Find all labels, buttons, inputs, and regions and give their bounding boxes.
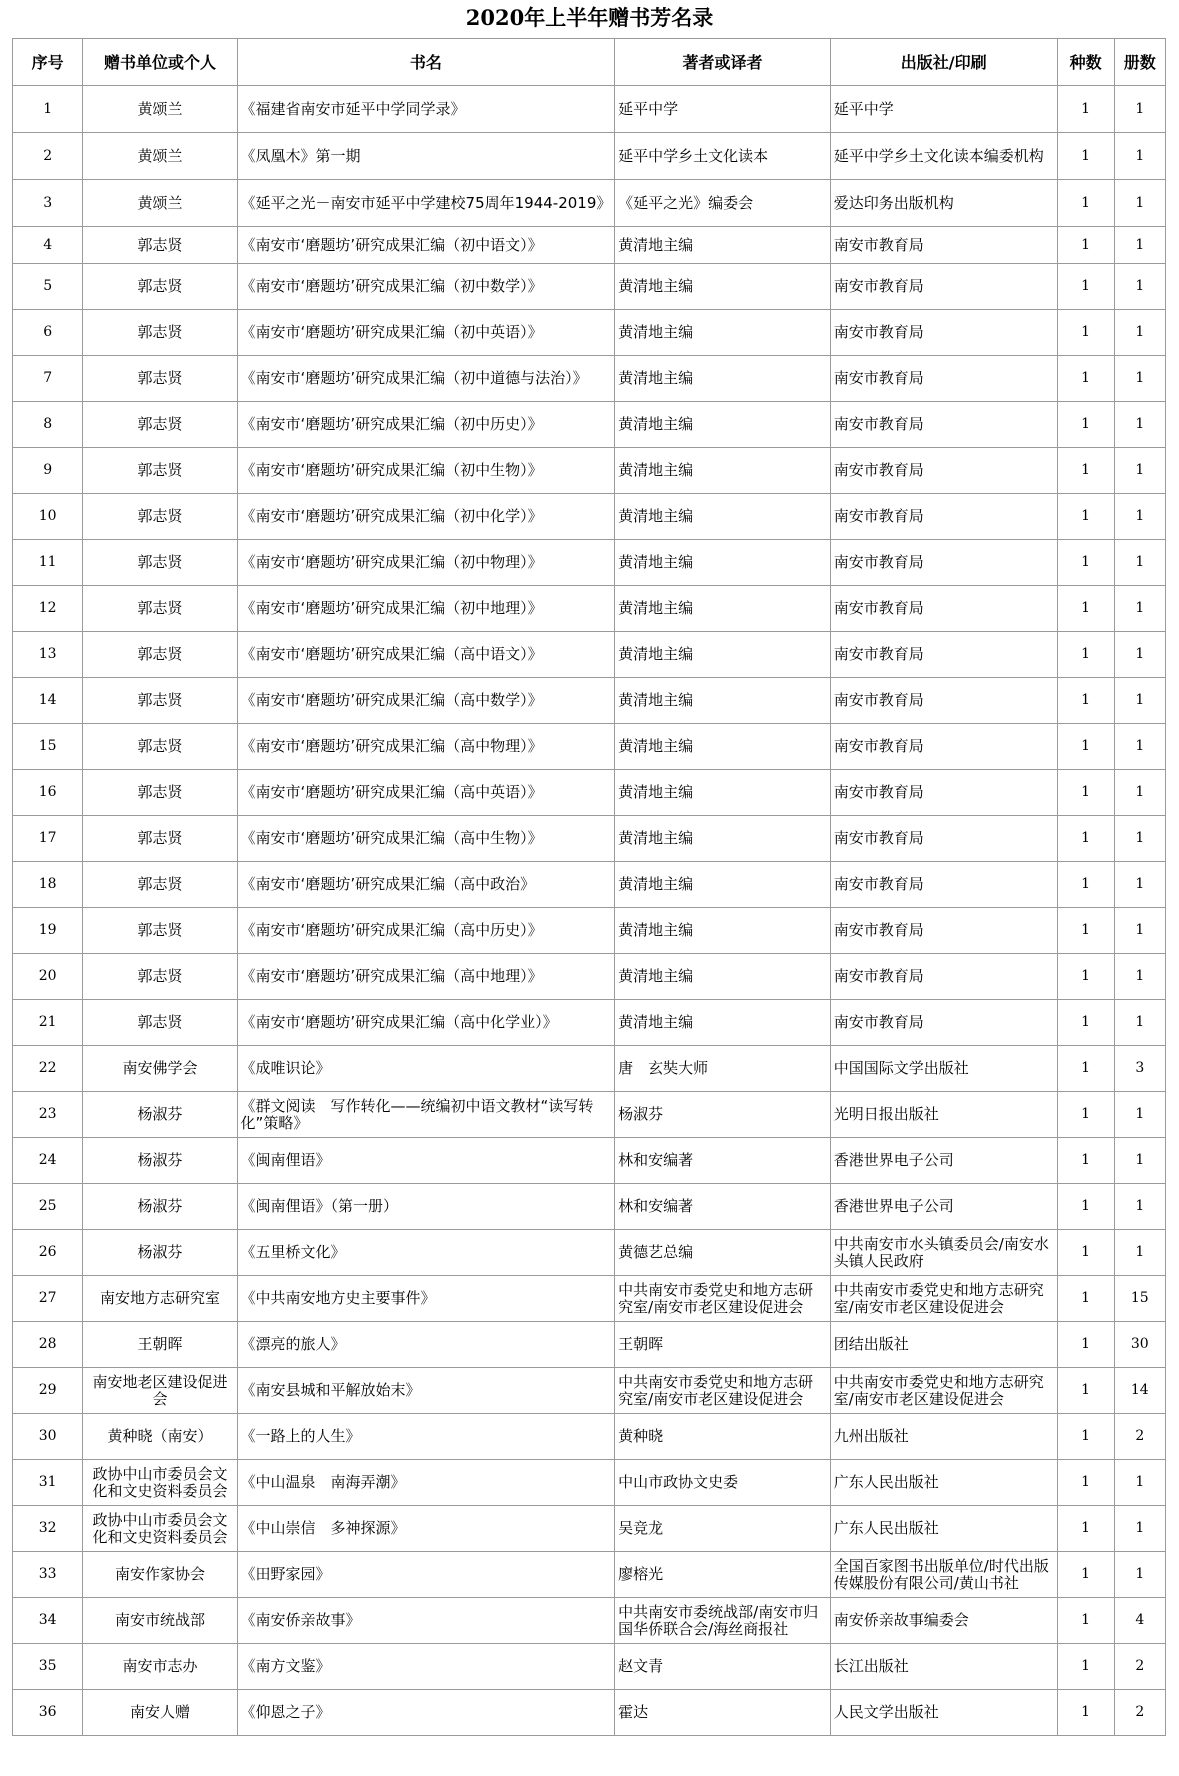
row-publisher: 长江出版社 — [830, 1644, 1057, 1690]
row-volumes: 1 — [1114, 862, 1165, 908]
row-index: 8 — [13, 402, 83, 448]
row-donor: 南安地方志研究室 — [83, 1276, 237, 1322]
row-book-title: 《南安市‘磨题坊’研究成果汇编（高中英语）》 — [237, 770, 615, 816]
row-donor: 黄颂兰 — [83, 180, 237, 227]
row-index: 21 — [13, 1000, 83, 1046]
row-publisher: 南安市教育局 — [830, 770, 1057, 816]
row-kinds: 1 — [1057, 133, 1114, 180]
row-kinds: 1 — [1057, 402, 1114, 448]
row-donor: 政协中山市委员会文化和文史资料委员会 — [83, 1506, 237, 1552]
row-volumes: 30 — [1114, 1322, 1165, 1368]
row-author: 黄清地主编 — [615, 227, 831, 264]
row-author: 吴竞龙 — [615, 1506, 831, 1552]
row-kinds: 1 — [1057, 1184, 1114, 1230]
row-book-title: 《仰恩之子》 — [237, 1690, 615, 1736]
table-row — [13, 1000, 1166, 1046]
row-volumes: 1 — [1114, 1506, 1165, 1552]
row-kinds: 1 — [1057, 540, 1114, 586]
table-row — [13, 1322, 1166, 1368]
row-book-title: 《南安市‘磨题坊’研究成果汇编（初中语文）》 — [237, 227, 615, 264]
row-index: 23 — [13, 1092, 83, 1138]
row-author: 中共南安市委党史和地方志研究室/南安市老区建设促进会 — [615, 1368, 831, 1414]
row-index: 24 — [13, 1138, 83, 1184]
table-row — [13, 494, 1166, 540]
row-kinds: 1 — [1057, 862, 1114, 908]
row-volumes: 1 — [1114, 310, 1165, 356]
header-row — [13, 39, 1166, 86]
row-donor: 郭志贤 — [83, 264, 237, 310]
row-book-title: 《漂亮的旅人》 — [237, 1322, 615, 1368]
row-publisher: 南安市教育局 — [830, 494, 1057, 540]
row-index: 11 — [13, 540, 83, 586]
row-donor: 郭志贤 — [83, 540, 237, 586]
row-donor: 郭志贤 — [83, 227, 237, 264]
row-index: 33 — [13, 1552, 83, 1598]
row-index: 20 — [13, 954, 83, 1000]
row-index: 6 — [13, 310, 83, 356]
donation-table — [12, 38, 1166, 1736]
row-book-title: 《南安市‘磨题坊’研究成果汇编（初中道德与法治）》 — [237, 356, 615, 402]
row-index: 35 — [13, 1644, 83, 1690]
row-volumes: 15 — [1114, 1276, 1165, 1322]
row-author: 林和安编著 — [615, 1138, 831, 1184]
row-publisher: 南安市教育局 — [830, 310, 1057, 356]
row-donor: 政协中山市委员会文化和文史资料委员会 — [83, 1460, 237, 1506]
table-row — [13, 402, 1166, 448]
row-kinds: 1 — [1057, 724, 1114, 770]
row-index: 17 — [13, 816, 83, 862]
row-author: 王朝晖 — [615, 1322, 831, 1368]
row-author: 黄清地主编 — [615, 402, 831, 448]
row-donor: 王朝晖 — [83, 1322, 237, 1368]
row-book-title: 《南安市‘磨题坊’研究成果汇编（高中数学）》 — [237, 678, 615, 724]
table-row — [13, 1690, 1166, 1736]
row-book-title: 《中共南安地方史主要事件》 — [237, 1276, 615, 1322]
row-author: 唐 玄奘大师 — [615, 1046, 831, 1092]
row-donor: 杨淑芬 — [83, 1138, 237, 1184]
row-kinds: 1 — [1057, 908, 1114, 954]
row-publisher: 中共南安市水头镇委员会/南安水头镇人民政府 — [830, 1230, 1057, 1276]
row-donor: 南安市统战部 — [83, 1598, 237, 1644]
row-kinds: 1 — [1057, 1230, 1114, 1276]
row-index: 18 — [13, 862, 83, 908]
row-author: 中山市政协文史委 — [615, 1460, 831, 1506]
row-kinds: 1 — [1057, 1092, 1114, 1138]
table-row — [13, 1046, 1166, 1092]
row-kinds: 1 — [1057, 180, 1114, 227]
row-kinds: 1 — [1057, 1414, 1114, 1460]
row-donor: 南安人赠 — [83, 1690, 237, 1736]
table-row — [13, 1230, 1166, 1276]
table-row — [13, 1276, 1166, 1322]
row-author: 延平中学乡土文化读本 — [615, 133, 831, 180]
row-index: 14 — [13, 678, 83, 724]
row-volumes: 1 — [1114, 402, 1165, 448]
table-row — [13, 1598, 1166, 1644]
row-volumes: 1 — [1114, 586, 1165, 632]
row-publisher: 南安市教育局 — [830, 678, 1057, 724]
row-index: 2 — [13, 133, 83, 180]
row-publisher: 南安市教育局 — [830, 402, 1057, 448]
table-row — [13, 1184, 1166, 1230]
row-author: 黄清地主编 — [615, 816, 831, 862]
row-volumes: 2 — [1114, 1644, 1165, 1690]
row-kinds: 1 — [1057, 1046, 1114, 1092]
row-author: 黄种晓 — [615, 1414, 831, 1460]
row-book-title: 《南安市‘磨题坊’研究成果汇编（初中化学）》 — [237, 494, 615, 540]
row-kinds: 1 — [1057, 1460, 1114, 1506]
table-row — [13, 816, 1166, 862]
row-author: 黄清地主编 — [615, 264, 831, 310]
row-index: 15 — [13, 724, 83, 770]
row-donor: 郭志贤 — [83, 678, 237, 724]
row-author: 黄德艺总编 — [615, 1230, 831, 1276]
row-publisher: 人民文学出版社 — [830, 1690, 1057, 1736]
row-donor: 郭志贤 — [83, 770, 237, 816]
row-kinds: 1 — [1057, 1368, 1114, 1414]
header-author: 著者或译者 — [615, 39, 831, 86]
row-kinds: 1 — [1057, 310, 1114, 356]
row-author: 黄清地主编 — [615, 724, 831, 770]
table-row — [13, 310, 1166, 356]
row-volumes: 1 — [1114, 632, 1165, 678]
row-book-title: 《闽南俚语》（第一册） — [237, 1184, 615, 1230]
row-kinds: 1 — [1057, 1552, 1114, 1598]
row-donor: 郭志贤 — [83, 816, 237, 862]
row-volumes: 2 — [1114, 1690, 1165, 1736]
header-book-title: 书名 — [237, 39, 615, 86]
row-volumes: 1 — [1114, 1092, 1165, 1138]
row-author: 黄清地主编 — [615, 770, 831, 816]
row-donor: 黄颂兰 — [83, 133, 237, 180]
row-volumes: 1 — [1114, 227, 1165, 264]
row-author: 赵文青 — [615, 1644, 831, 1690]
row-author: 《延平之光》编委会 — [615, 180, 831, 227]
row-donor: 黄种晓（南安） — [83, 1414, 237, 1460]
row-publisher: 团结出版社 — [830, 1322, 1057, 1368]
row-volumes: 1 — [1114, 540, 1165, 586]
header-index: 序号 — [13, 39, 83, 86]
table-row — [13, 86, 1166, 133]
row-index: 4 — [13, 227, 83, 264]
table-row — [13, 954, 1166, 1000]
row-publisher: 南安侨亲故事编委会 — [830, 1598, 1057, 1644]
row-book-title: 《南安市‘磨题坊’研究成果汇编（初中数学）》 — [237, 264, 615, 310]
row-donor: 郭志贤 — [83, 862, 237, 908]
row-publisher: 南安市教育局 — [830, 1000, 1057, 1046]
row-volumes: 1 — [1114, 908, 1165, 954]
row-book-title: 《南安市‘磨题坊’研究成果汇编（高中生物）》 — [237, 816, 615, 862]
row-index: 13 — [13, 632, 83, 678]
row-volumes: 14 — [1114, 1368, 1165, 1414]
table-row — [13, 264, 1166, 310]
row-kinds: 1 — [1057, 1506, 1114, 1552]
row-kinds: 1 — [1057, 1598, 1114, 1644]
table-row — [13, 1644, 1166, 1690]
row-donor: 郭志贤 — [83, 494, 237, 540]
row-index: 34 — [13, 1598, 83, 1644]
row-donor: 郭志贤 — [83, 724, 237, 770]
table-row — [13, 770, 1166, 816]
row-publisher: 香港世界电子公司 — [830, 1184, 1057, 1230]
row-kinds: 1 — [1057, 227, 1114, 264]
row-publisher: 南安市教育局 — [830, 448, 1057, 494]
table-row — [13, 1138, 1166, 1184]
row-volumes: 2 — [1114, 1414, 1165, 1460]
row-index: 28 — [13, 1322, 83, 1368]
row-volumes: 1 — [1114, 1000, 1165, 1046]
row-publisher: 南安市教育局 — [830, 632, 1057, 678]
row-author: 林和安编著 — [615, 1184, 831, 1230]
row-author: 中共南安市委统战部/南安市归国华侨联合会/海丝商报社 — [615, 1598, 831, 1644]
row-volumes: 1 — [1114, 954, 1165, 1000]
row-kinds: 1 — [1057, 632, 1114, 678]
row-donor: 郭志贤 — [83, 310, 237, 356]
row-index: 9 — [13, 448, 83, 494]
row-book-title: 《南安市‘磨题坊’研究成果汇编（高中物理）》 — [237, 724, 615, 770]
row-volumes: 1 — [1114, 1138, 1165, 1184]
table-row — [13, 133, 1166, 180]
row-book-title: 《南安市‘磨题坊’研究成果汇编（初中英语）》 — [237, 310, 615, 356]
row-book-title: 《南安市‘磨题坊’研究成果汇编（初中物理）》 — [237, 540, 615, 586]
row-index: 26 — [13, 1230, 83, 1276]
row-publisher: 延平中学乡土文化读本编委机构 — [830, 133, 1057, 180]
table-row — [13, 1092, 1166, 1138]
row-donor: 郭志贤 — [83, 632, 237, 678]
row-author: 黄清地主编 — [615, 586, 831, 632]
row-publisher: 中共南安市委党史和地方志研究室/南安市老区建设促进会 — [830, 1276, 1057, 1322]
row-book-title: 《南安市‘磨题坊’研究成果汇编（高中化学业）》 — [237, 1000, 615, 1046]
row-book-title: 《五里桥文化》 — [237, 1230, 615, 1276]
header-volumes: 册数 — [1114, 39, 1165, 86]
row-author: 黄清地主编 — [615, 1000, 831, 1046]
row-publisher: 南安市教育局 — [830, 356, 1057, 402]
row-volumes: 3 — [1114, 1046, 1165, 1092]
row-kinds: 1 — [1057, 86, 1114, 133]
row-donor: 郭志贤 — [83, 586, 237, 632]
table-row — [13, 1368, 1166, 1414]
row-publisher: 南安市教育局 — [830, 586, 1057, 632]
row-book-title: 《南安市‘磨题坊’研究成果汇编（高中语文）》 — [237, 632, 615, 678]
row-donor: 郭志贤 — [83, 356, 237, 402]
row-volumes: 1 — [1114, 86, 1165, 133]
row-author: 黄清地主编 — [615, 954, 831, 1000]
row-donor: 郭志贤 — [83, 908, 237, 954]
row-kinds: 1 — [1057, 1690, 1114, 1736]
table-row — [13, 862, 1166, 908]
row-publisher: 南安市教育局 — [830, 724, 1057, 770]
row-kinds: 1 — [1057, 264, 1114, 310]
row-index: 7 — [13, 356, 83, 402]
row-kinds: 1 — [1057, 586, 1114, 632]
row-author: 黄清地主编 — [615, 310, 831, 356]
row-index: 27 — [13, 1276, 83, 1322]
row-donor: 南安佛学会 — [83, 1046, 237, 1092]
row-volumes: 1 — [1114, 133, 1165, 180]
row-book-title: 《福建省南安市延平中学同学录》 — [237, 86, 615, 133]
table-row — [13, 356, 1166, 402]
row-book-title: 《中山温泉 南海弄潮》 — [237, 1460, 615, 1506]
row-publisher: 广东人民出版社 — [830, 1460, 1057, 1506]
row-kinds: 1 — [1057, 356, 1114, 402]
row-publisher: 九州出版社 — [830, 1414, 1057, 1460]
row-donor: 郭志贤 — [83, 402, 237, 448]
row-publisher: 南安市教育局 — [830, 908, 1057, 954]
row-book-title: 《南安市‘磨题坊’研究成果汇编（初中历史）》 — [237, 402, 615, 448]
row-author: 黄清地主编 — [615, 862, 831, 908]
row-volumes: 1 — [1114, 180, 1165, 227]
row-index: 1 — [13, 86, 83, 133]
row-kinds: 1 — [1057, 816, 1114, 862]
row-book-title: 《闽南俚语》 — [237, 1138, 615, 1184]
row-kinds: 1 — [1057, 954, 1114, 1000]
row-book-title: 《南安市‘磨题坊’研究成果汇编（高中地理）》 — [237, 954, 615, 1000]
row-author: 黄清地主编 — [615, 908, 831, 954]
row-volumes: 1 — [1114, 1460, 1165, 1506]
row-author: 中共南安市委党史和地方志研究室/南安市老区建设促进会 — [615, 1276, 831, 1322]
row-donor: 郭志贤 — [83, 1000, 237, 1046]
row-donor: 杨淑芬 — [83, 1184, 237, 1230]
row-book-title: 《中山崇信 多神探源》 — [237, 1506, 615, 1552]
row-author: 黄清地主编 — [615, 678, 831, 724]
row-author: 黄清地主编 — [615, 632, 831, 678]
table-row — [13, 724, 1166, 770]
row-donor: 南安地老区建设促进会 — [83, 1368, 237, 1414]
row-volumes: 1 — [1114, 448, 1165, 494]
row-author: 延平中学 — [615, 86, 831, 133]
row-donor: 杨淑芬 — [83, 1230, 237, 1276]
page-title: 2020年上半年赠书芳名录 — [465, 5, 714, 30]
row-publisher: 全国百家图书出版单位/时代出版传媒股份有限公司/黄山书社 — [830, 1552, 1057, 1598]
row-author: 黄清地主编 — [615, 540, 831, 586]
row-donor: 郭志贤 — [83, 448, 237, 494]
row-book-title: 《南安县城和平解放始末》 — [237, 1368, 615, 1414]
row-index: 3 — [13, 180, 83, 227]
row-donor: 郭志贤 — [83, 954, 237, 1000]
table-row — [13, 180, 1166, 227]
row-author: 黄清地主编 — [615, 448, 831, 494]
row-publisher: 南安市教育局 — [830, 954, 1057, 1000]
row-book-title: 《延平之光－南安市延平中学建校75周年1944-2019》 — [237, 180, 615, 227]
row-author: 霍达 — [615, 1690, 831, 1736]
row-author: 黄清地主编 — [615, 356, 831, 402]
table-row — [13, 678, 1166, 724]
row-publisher: 爱达印务出版机构 — [830, 180, 1057, 227]
table-row — [13, 1506, 1166, 1552]
row-kinds: 1 — [1057, 1276, 1114, 1322]
table-row — [13, 908, 1166, 954]
row-book-title: 《一路上的人生》 — [237, 1414, 615, 1460]
row-volumes: 1 — [1114, 724, 1165, 770]
table-row — [13, 540, 1166, 586]
row-book-title: 《群文阅读 写作转化——统编初中语文教材“读写转化”策略》 — [237, 1092, 615, 1138]
row-donor: 黄颂兰 — [83, 86, 237, 133]
row-index: 29 — [13, 1368, 83, 1414]
row-author: 廖榕光 — [615, 1552, 831, 1598]
row-index: 25 — [13, 1184, 83, 1230]
row-index: 22 — [13, 1046, 83, 1092]
row-index: 32 — [13, 1506, 83, 1552]
row-index: 12 — [13, 586, 83, 632]
row-book-title: 《南安市‘磨题坊’研究成果汇编（初中生物）》 — [237, 448, 615, 494]
row-book-title: 《田野家园》 — [237, 1552, 615, 1598]
row-volumes: 1 — [1114, 770, 1165, 816]
row-volumes: 1 — [1114, 356, 1165, 402]
row-index: 16 — [13, 770, 83, 816]
table-row — [13, 1414, 1166, 1460]
row-kinds: 1 — [1057, 448, 1114, 494]
header-donor: 赠书单位或个人 — [83, 39, 237, 86]
row-kinds: 1 — [1057, 1000, 1114, 1046]
row-donor: 南安市志办 — [83, 1644, 237, 1690]
row-book-title: 《南安市‘磨题坊’研究成果汇编（高中历史）》 — [237, 908, 615, 954]
row-kinds: 1 — [1057, 1138, 1114, 1184]
row-donor: 杨淑芬 — [83, 1092, 237, 1138]
table-row — [13, 632, 1166, 678]
header-kinds: 种数 — [1057, 39, 1114, 86]
row-publisher: 延平中学 — [830, 86, 1057, 133]
row-index: 5 — [13, 264, 83, 310]
row-publisher: 南安市教育局 — [830, 227, 1057, 264]
row-volumes: 1 — [1114, 1184, 1165, 1230]
row-publisher: 南安市教育局 — [830, 264, 1057, 310]
row-kinds: 1 — [1057, 770, 1114, 816]
row-publisher: 中国国际文学出版社 — [830, 1046, 1057, 1092]
row-volumes: 1 — [1114, 264, 1165, 310]
row-volumes: 4 — [1114, 1598, 1165, 1644]
row-index: 19 — [13, 908, 83, 954]
row-book-title: 《南方文鉴》 — [237, 1644, 615, 1690]
row-donor: 南安作家协会 — [83, 1552, 237, 1598]
row-volumes: 1 — [1114, 1552, 1165, 1598]
row-book-title: 《凤凰木》第一期 — [237, 133, 615, 180]
row-book-title: 《南安市‘磨题坊’研究成果汇编（高中政治》 — [237, 862, 615, 908]
row-kinds: 1 — [1057, 494, 1114, 540]
row-publisher: 光明日报出版社 — [830, 1092, 1057, 1138]
row-volumes: 1 — [1114, 816, 1165, 862]
row-book-title: 《南安市‘磨题坊’研究成果汇编（初中地理）》 — [237, 586, 615, 632]
row-index: 36 — [13, 1690, 83, 1736]
row-author: 黄清地主编 — [615, 494, 831, 540]
row-kinds: 1 — [1057, 1644, 1114, 1690]
table-row — [13, 1460, 1166, 1506]
row-volumes: 1 — [1114, 678, 1165, 724]
table-row — [13, 586, 1166, 632]
row-index: 10 — [13, 494, 83, 540]
row-index: 31 — [13, 1460, 83, 1506]
row-publisher: 南安市教育局 — [830, 862, 1057, 908]
row-volumes: 1 — [1114, 494, 1165, 540]
row-author: 杨淑芬 — [615, 1092, 831, 1138]
row-book-title: 《南安侨亲故事》 — [237, 1598, 615, 1644]
row-kinds: 1 — [1057, 678, 1114, 724]
row-index: 30 — [13, 1414, 83, 1460]
row-kinds: 1 — [1057, 1322, 1114, 1368]
table-row — [13, 448, 1166, 494]
row-book-title: 《成唯识论》 — [237, 1046, 615, 1092]
row-volumes: 1 — [1114, 1230, 1165, 1276]
row-publisher: 中共南安市委党史和地方志研究室/南安市老区建设促进会 — [830, 1368, 1057, 1414]
row-publisher: 南安市教育局 — [830, 816, 1057, 862]
row-publisher: 香港世界电子公司 — [830, 1138, 1057, 1184]
row-publisher: 广东人民出版社 — [830, 1506, 1057, 1552]
table-row — [13, 1552, 1166, 1598]
row-publisher: 南安市教育局 — [830, 540, 1057, 586]
header-publisher: 出版社/印刷 — [830, 39, 1057, 86]
table-row — [13, 227, 1166, 264]
